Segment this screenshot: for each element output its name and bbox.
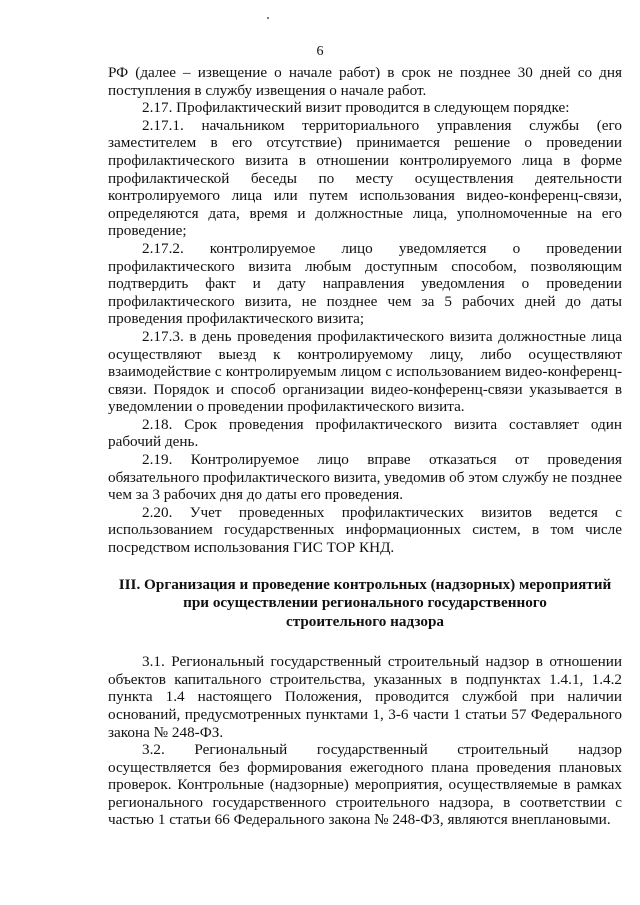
page-number: 6 — [316, 44, 324, 59]
paragraph-3-1: 3.1. Региональный государственный строительный надзор в отношении объектов капитального строительства, указанных в подпунктах 1.4.1, 1.4.2 пункта 1.4 настоящего Положения, проводится службой при наличии оснований, предусмотренных пунктами 1, 3-6 части 1 статьи 57 Федерального закона № 248-ФЗ. — [108, 653, 622, 741]
scan-speck — [267, 17, 269, 19]
paragraph-2-17: 2.17. Профилактический визит проводится в следующем порядке: — [142, 99, 570, 117]
section-heading-line-3: строительного надзора — [285, 612, 445, 630]
paragraph-2-18: 2.18. Срок проведения профилактического визита составляет один рабочий день. — [108, 415, 622, 451]
document-body — [108, 64, 622, 829]
section-heading — [108, 576, 622, 632]
section-heading-line-1: III. Организация и проведение контрольных (надзорных) мероприятий — [118, 575, 612, 593]
paragraph-2-17-3: 2.17.3. в день проведения профилактического визита должностные лица осуществляют выезд к контролируемому лицу, либо осуществляют взаимодействие с контролируемым лицом с использованием видео-конференц-связи. Порядок и способ организации видео-конференц-связи указывается в уведомлении о проведении профилактического визита. — [108, 327, 622, 416]
paragraph-3-2: 3.2. Региональный государственный строительный надзор осуществляется без формирования ежегодного плана проведения плановых проверок. Контрольные (надзорные) мероприятия, осуществляемые в рамках регионального государственного строительного надзора, в соответствии с частью 1 статьи 66 Федерального закона № 248-ФЗ, являются внеплановыми. — [108, 741, 622, 829]
paragraph-2-17-2: 2.17.2. контролируемое лицо уведомляется о проведении профилактического визита любым доступным способом, позволяющим подтвердить факт и дату направления уведомления о проведении профилактического визита, не позднее чем за 5 рабочих дней до даты проведения профилактического визита; — [108, 239, 622, 328]
paragraph-2-20: 2.20. Учет проведенных профилактических визитов ведется с использованием государственных информационных систем, в том числе посредством использования ГИС ТОР КНД. — [108, 503, 622, 557]
section-heading-line-2: при осуществлении регионального государственного — [183, 594, 547, 612]
paragraph-2-17-1: 2.17.1. начальником территориального управления службы (его заместителем в его отсутствие) принимается решение о проведении профилактического визита в отношении контролируемого лица в форме профилактической беседы по месту осуществления деятельности контролируемого лица или путем использования видео-конференц-связи, определяются дата, время и должностные лица, уполномоченные на его проведение; — [108, 116, 622, 240]
paragraph-intro-continuation: РФ (далее – извещение о начале работ) в срок не позднее 30 дней со дня поступления в службу извещения о начале работ. — [108, 64, 622, 99]
paragraph-2-19: 2.19. Контролируемое лицо вправе отказаться от проведения обязательного профилактического визита, уведомив об этом службу не позднее чем за 3 рабочих дня до даты его проведения. — [108, 451, 622, 504]
